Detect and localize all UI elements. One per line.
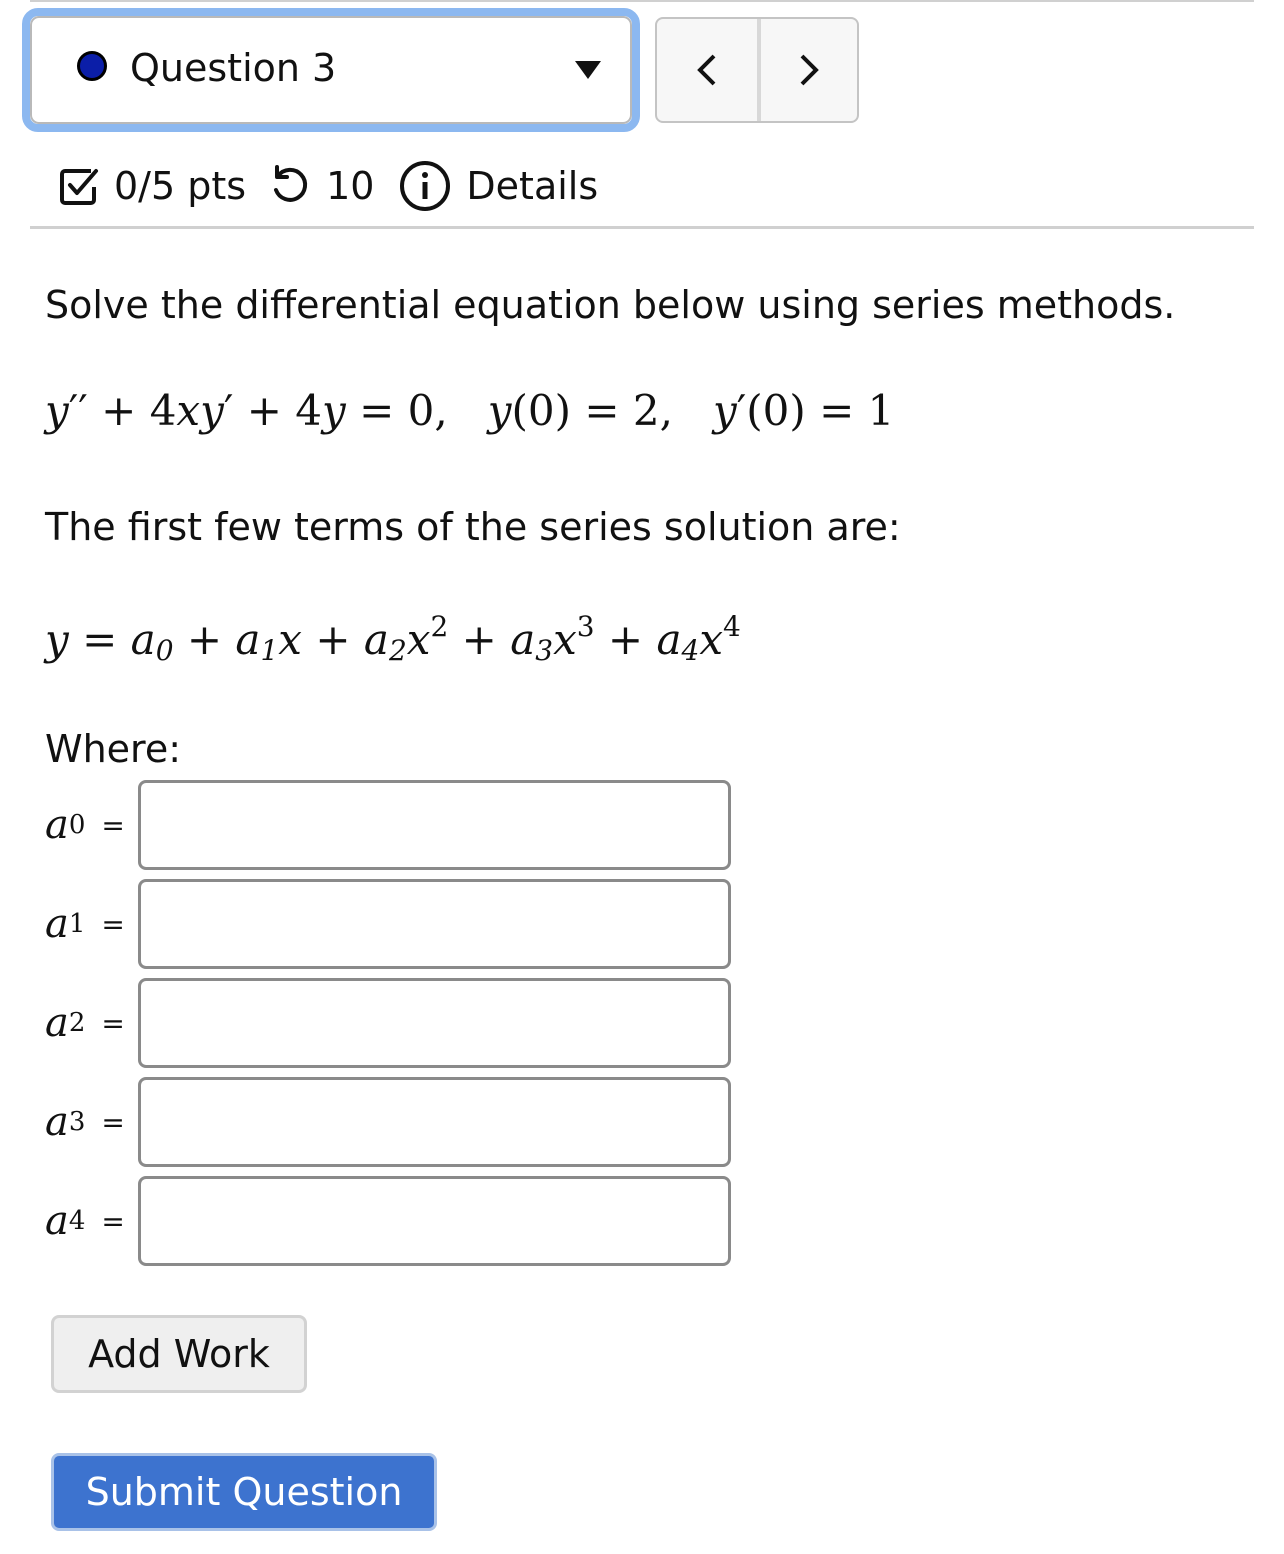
previous-question-button[interactable] [657, 19, 761, 121]
a1-input[interactable] [138, 879, 731, 969]
coefficient-label-a4: a 4 = [45, 1198, 125, 1244]
question-meta [58, 148, 598, 224]
meta-divider [30, 226, 1254, 229]
coefficient-label-a2: a 2 = [45, 1000, 125, 1046]
differential-equation: y′′ + 4xy′ + 4y = 0, y(0) = 2, y′(0) = 1 [45, 386, 895, 435]
question-status-dot [77, 51, 107, 81]
a4-input[interactable] [138, 1176, 731, 1266]
chevron-right-icon [794, 50, 824, 90]
retry-icon [268, 164, 312, 208]
coefficient-label-a0: a 0 = [45, 802, 125, 848]
top-divider [30, 0, 1254, 2]
series-formula: $y = a_0 + a_1x + a_2x^2 + a_3x^3 + a_4x^4$ [45, 610, 741, 667]
add-work-button[interactable]: Add Work [51, 1315, 307, 1393]
coefficient-label-a3: a 3 = [45, 1099, 125, 1145]
chevron-left-icon [692, 50, 722, 90]
where-label: Where: [45, 727, 182, 771]
question-selector[interactable] [22, 8, 640, 132]
question-selector-label: Question 3 [130, 46, 337, 90]
points-text: 0/5 pts [114, 164, 247, 208]
problem-instruction: Solve the differential equation below using series methods. [45, 283, 1176, 327]
info-icon[interactable] [398, 159, 452, 213]
a0-input[interactable] [138, 780, 731, 870]
a2-input[interactable] [138, 978, 731, 1068]
submit-question-button[interactable]: Submit Question [51, 1453, 437, 1531]
checkbox-check-icon [58, 165, 100, 207]
a3-input[interactable] [138, 1077, 731, 1167]
series-intro: The first few terms of the series solution are: [45, 505, 901, 549]
coefficient-label-a1: a 1 = [45, 901, 125, 947]
question-nav [655, 17, 859, 123]
next-question-button[interactable] [759, 19, 859, 121]
caret-down-icon [575, 61, 601, 79]
retries-count: 10 [326, 164, 375, 208]
details-link[interactable]: Details [466, 164, 599, 208]
